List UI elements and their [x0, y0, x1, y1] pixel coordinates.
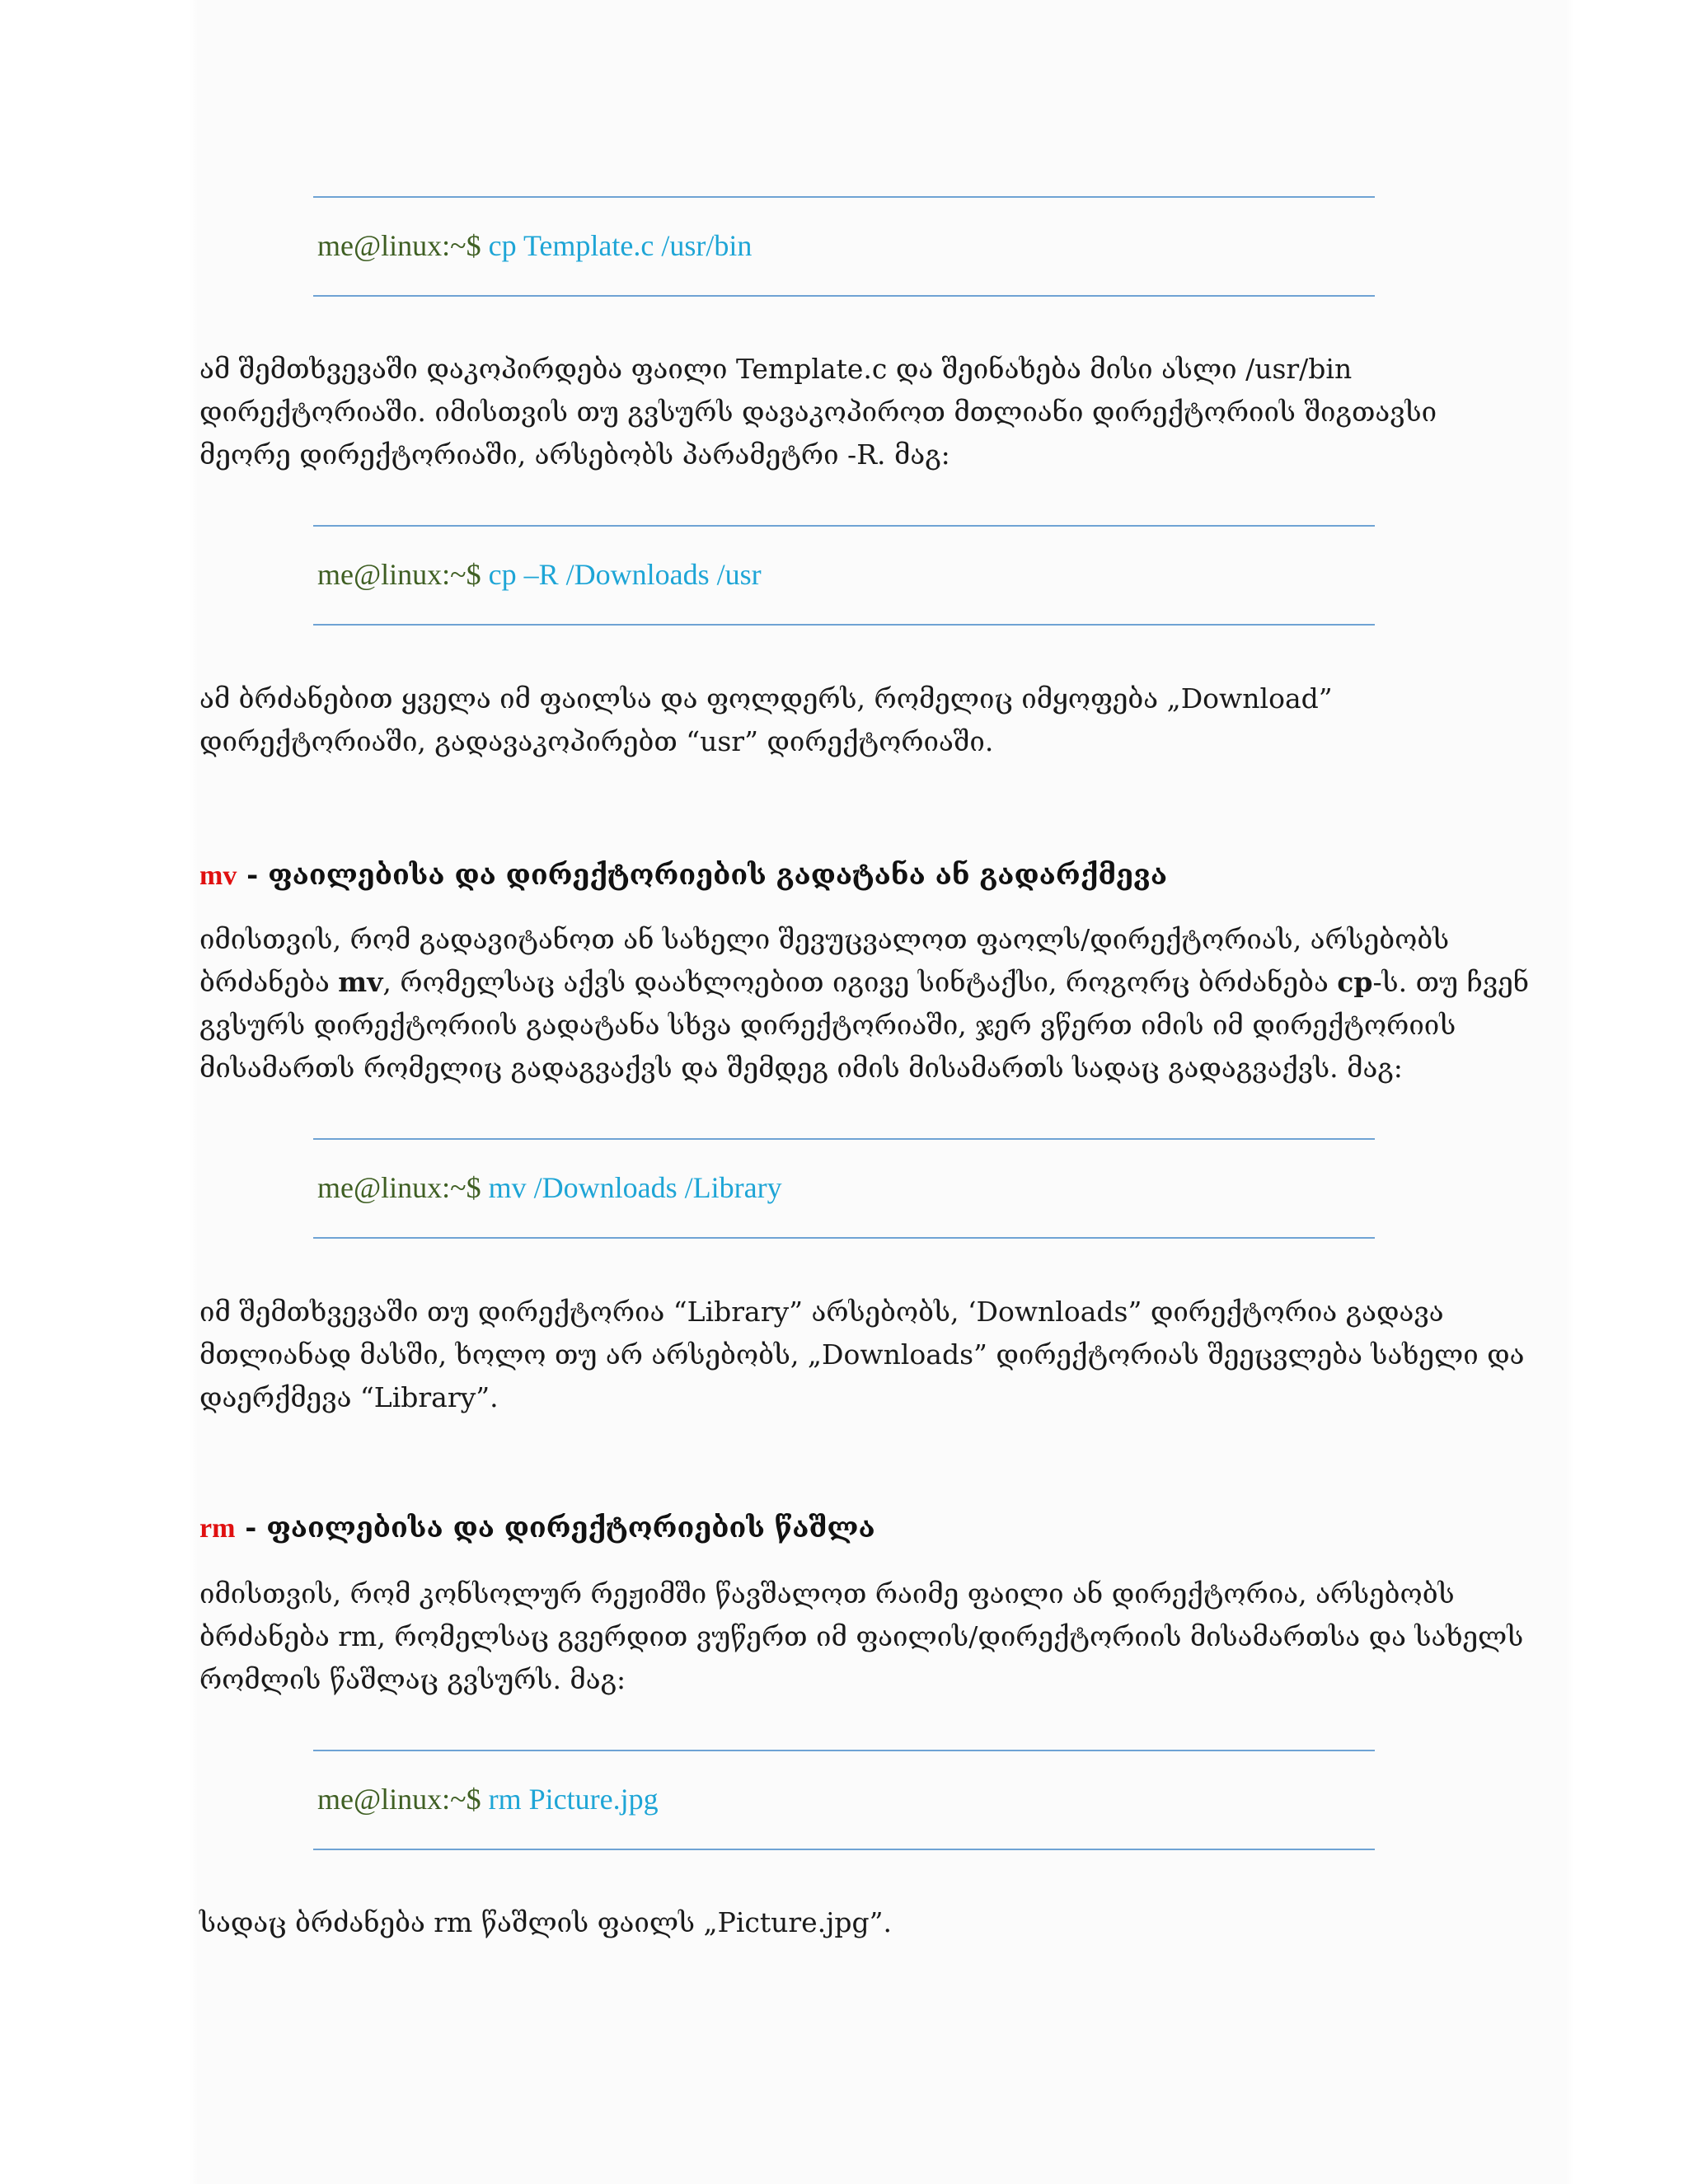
text-line: დაერქმევა “Library”.: [199, 1381, 499, 1413]
section-heading-mv: [199, 857, 1167, 894]
shell-command: cp –R /Downloads /usr: [488, 558, 762, 591]
text-fragment: -ს. თუ ჩვენ: [1372, 966, 1530, 998]
heading-title: ფაილებისა და დირექტორიების გადატანა ან გადარქმევა: [268, 859, 1168, 892]
terminal-line: [317, 556, 762, 593]
text-line: რომლის წაშლაც გვსურს. მაგ:: [199, 1663, 626, 1695]
section-heading-rm: [199, 1510, 875, 1547]
text-line: მთლიანად მასში, ხოლო თუ არ არსებობს, „Downloads” დირექტორიას შეეცვლება სახელი და: [199, 1338, 1525, 1371]
text-line: იმ შემთხვევაში თუ დირექტორია “Library” არსებობს, ‘Downloads” დირექტორია გადავა: [199, 1296, 1444, 1328]
keyword-mv: mv: [338, 966, 383, 998]
terminal-line: [317, 1781, 659, 1817]
shell-command: mv /Downloads /Library: [488, 1171, 782, 1204]
code-block-cp-file: [313, 196, 1375, 297]
shell-prompt: me@linux:~$: [317, 558, 481, 591]
text-line: მეორე დირექტორიაში, არსებობს პარამეტრი -R. მაგ:: [199, 438, 950, 471]
paragraph-cp-dir-explanation: [199, 677, 1502, 763]
terminal-line: [317, 1169, 782, 1206]
heading-title: ფაილებისა და დირექტორიების წაშლა: [266, 1511, 875, 1544]
code-block-cp-dir: [313, 525, 1375, 626]
text-line: ამ შემთხვევაში დაკოპირდება ფაილი Template.c და შეინახება მისი ასლი /usr/bin: [199, 353, 1353, 385]
text-fragment: , რომელსაც აქვს დაახლოებით იგივე სინტაქსი, როგორც ბრძანება: [382, 966, 1338, 998]
text-line: ამ ბრძანებით ყველა იმ ფაილსა და ფოლდერს, რომელიც იმყოფება „Download”: [199, 682, 1333, 715]
shell-command: cp Template.c /usr/bin: [488, 229, 753, 262]
paragraph-rm-result: [199, 1901, 1502, 1944]
text-line: მისამართს რომელიც გადაგვაქვს და შემდეგ იმის მისამართს სადაც გადაგვაქვს. მაგ:: [199, 1052, 1403, 1084]
text-line: იმისთვის, რომ გადავიტანოთ ან სახელი შევუცვალოთ ფაოლს/დირექტორიას, არსებობს: [199, 923, 1450, 955]
code-block-mv-dir: [313, 1138, 1375, 1239]
heading-command-name: mv: [199, 860, 237, 891]
text-line: [199, 961, 1530, 1004]
text-line: სადაც ბრძანება rm წაშლის ფაილს „Picture.jpg”.: [199, 1906, 893, 1938]
code-block-rm-file: [313, 1750, 1375, 1850]
text-fragment: ბრძანება: [199, 966, 339, 998]
shell-prompt: me@linux:~$: [317, 1783, 481, 1816]
heading-command-name: rm: [199, 1513, 236, 1544]
paragraph-cp-explanation: [199, 348, 1502, 476]
heading-dash: -: [237, 859, 269, 892]
text-line: დირექტორიაში, გადავაკოპირებთ “usr” დირექტორიაში.: [199, 725, 994, 757]
paragraph-mv-result: [199, 1291, 1525, 1419]
text-line: ბრძანება rm, რომელსაც გვერდით ვუწერთ იმ ფაილის/დირექტორიის მისამართსა და სახელს: [199, 1620, 1524, 1652]
heading-dash: -: [235, 1511, 267, 1544]
paragraph-mv-explanation: [199, 918, 1530, 1090]
shell-command: rm Picture.jpg: [488, 1783, 659, 1816]
text-line: იმისთვის, რომ კონსოლურ რეჟიმში წავშალოთ რაიმე ფაილი ან დირექტორია, არსებობს: [199, 1577, 1455, 1610]
shell-prompt: me@linux:~$: [317, 1171, 481, 1204]
text-line: გვსურს დირექტორიის გადატანა სხვა დირექტორიაში, ჯერ ვწერთ იმის იმ დირექტორიის: [199, 1009, 1456, 1041]
shell-prompt: me@linux:~$: [317, 229, 481, 262]
terminal-line: [317, 227, 752, 264]
keyword-cp: cp: [1337, 966, 1373, 998]
text-line: დირექტორიაში. იმისთვის თუ გვსურს დავაკოპიროთ მთლიანი დირექტორიის შიგთავსი: [199, 396, 1437, 428]
paragraph-rm-explanation: [199, 1572, 1524, 1701]
